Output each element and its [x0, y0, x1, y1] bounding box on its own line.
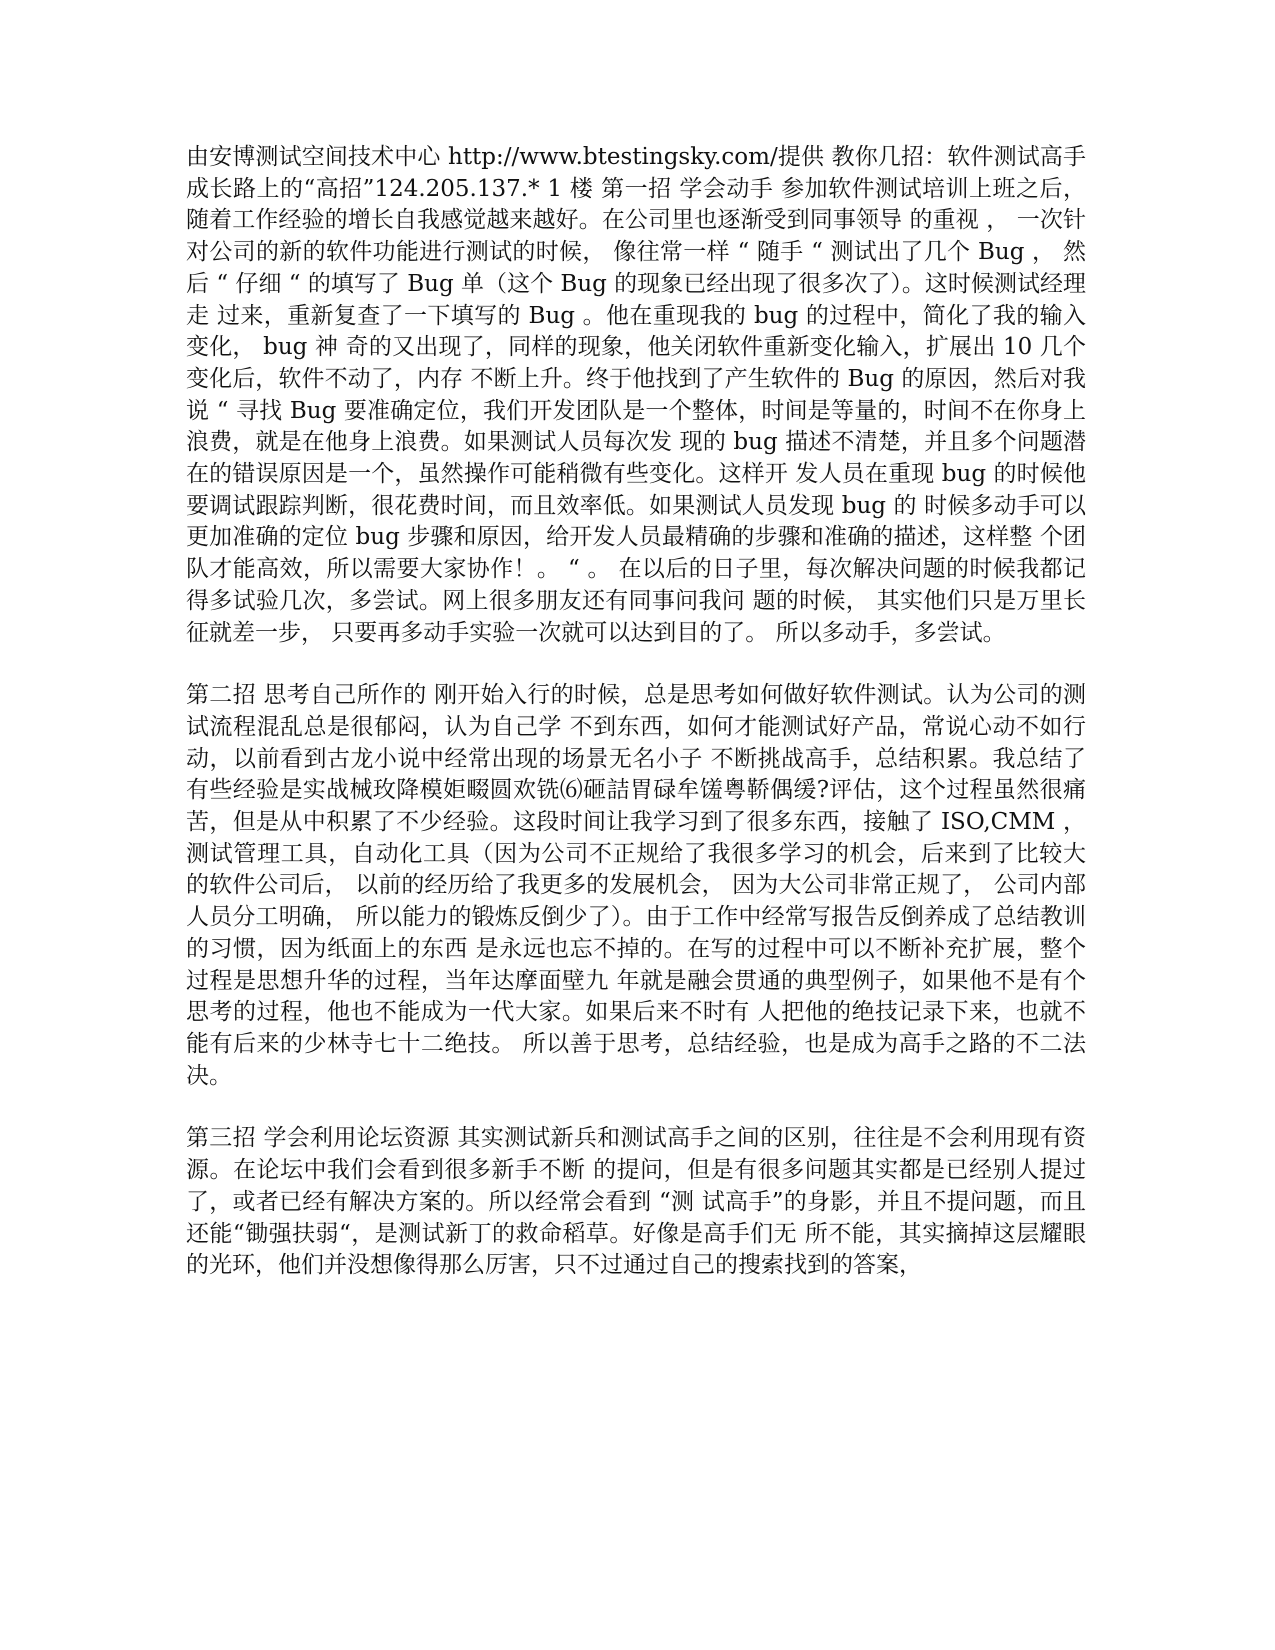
document-body — [186, 142, 1086, 1282]
paragraph-3: 第三招 学会利用论坛资源 其实测试新兵和测试高手之间的区别，往往是不会利用现有资源。在论坛中我们会看到很多新手不断 的提问，但是有很多问题其实都是已经别人提过了，或者已经有解决方案的。所以经常会看到 “测 试高手”的身影，并且不提问题，而且还能“锄强扶弱“，是测试新丁的救命稻草。好像是高手们无 所不能，其实摘掉这层耀眼的光环，他们并没想像得那么厉害，只不过通过自己的搜索找到的答案， — [186, 1125, 1086, 1279]
paragraph-2: 第二招 思考自己所作的 刚开始入行的时候，总是思考如何做好软件测试。认为公司的测试流程混乱总是很郁闷，认为自己学 不到东西，如何才能测试好产品，常说心动不如行动，以前看到古龙小说中经常出现的场景无名小子 不断挑战高手，总结积累。我总结了有些经验是实战械玫降模姖畷圆欢铣⑹砸詰胃碌牟馐粤鞒偶缓?评估，这个过程虽然很痛苦，但是从中积累了不少经验。这段时间让我学习到了很多东西，接触了 ISO,CMM ，测试管理工具，自动化工具（因为公司不正规给了我很多学习的机会，后来到了比较大 的软件公司后， 以前的经历给了我更多的发展机会， 因为大公司非常正规了， 公司内部人员分工明确， 所以能力的锻炼反倒少了）。由于工作中经常写报告反倒养成了总结教训的习惯，因为纸面上的东西 是永远也忘不掉的。在写的过程中可以不断补充扩展，整个过程是思想升华的过程，当年达摩面壁九 年就是融会贯通的典型例子，如果他不是有个思考的过程，他也不能成为一代大家。如果后来不时有 人把他的绝技记录下来，也就不能有后来的少林寺七十二绝技。 所以善于思考，总结经验，也是成为高手之路的不二法决。 — [186, 682, 1086, 1089]
paragraph-1: 由安博测试空间技术中心 http://www.btestingsky.com/提供 教你几招：软件测试高手成长路上的“高招”124.205.137.* 1 楼 第一招 学会动手 参加软件测试培训上班之后，随着工作经验的增长自我感觉越来越好。在公司里也逐渐受到同事领导 的重视 ， 一次针对公司的新的软件功能进行测试的时候， 像往常一样 “ 随手 “ 测试出了几个 Bug ， 然后 “ 仔细 “ 的填写了 Bug 单（这个 Bug 的现象已经出现了很多次了）。这时候测试经理走 过来，重新复查了一下填写的 Bug 。他在重现我的 bug 的过程中，简化了我的输入变化， bug 神 奇的又出现了，同样的现象，他关闭软件重新变化输入，扩展出 10 几个变化后，软件不动了，内存 不断上升。终于他找到了产生软件的 Bug 的原因，然后对我说 “ 寻找 Bug 要准确定位，我们开发团队是一个整体，时间是等量的，时间不在你身上浪费，就是在他身上浪费。如果测试人员每次发 现的 bug 描述不清楚，并且多个问题潜在的错误原因是一个，虽然操作可能稍微有些变化。这样开 发人员在重现 bug 的时候他要调试跟踪判断，很花费时间，而且效率低。如果测试人员发现 bug 的 时候多动手可以更加准确的定位 bug 步骤和原因，给开发人员最精确的步骤和准确的描述，这样整 个团队才能高效，所以需要大家协作！。 “ 。 在以后的日子里，每次解决问题的时候我都记得多试验几次，多尝试。网上很多朋友还有同事问我问 题的时候， 其实他们只是万里长征就差一步， 只要再多动手实验一次就可以达到目的了。 所以多动手，多尝试。 — [186, 144, 1086, 646]
